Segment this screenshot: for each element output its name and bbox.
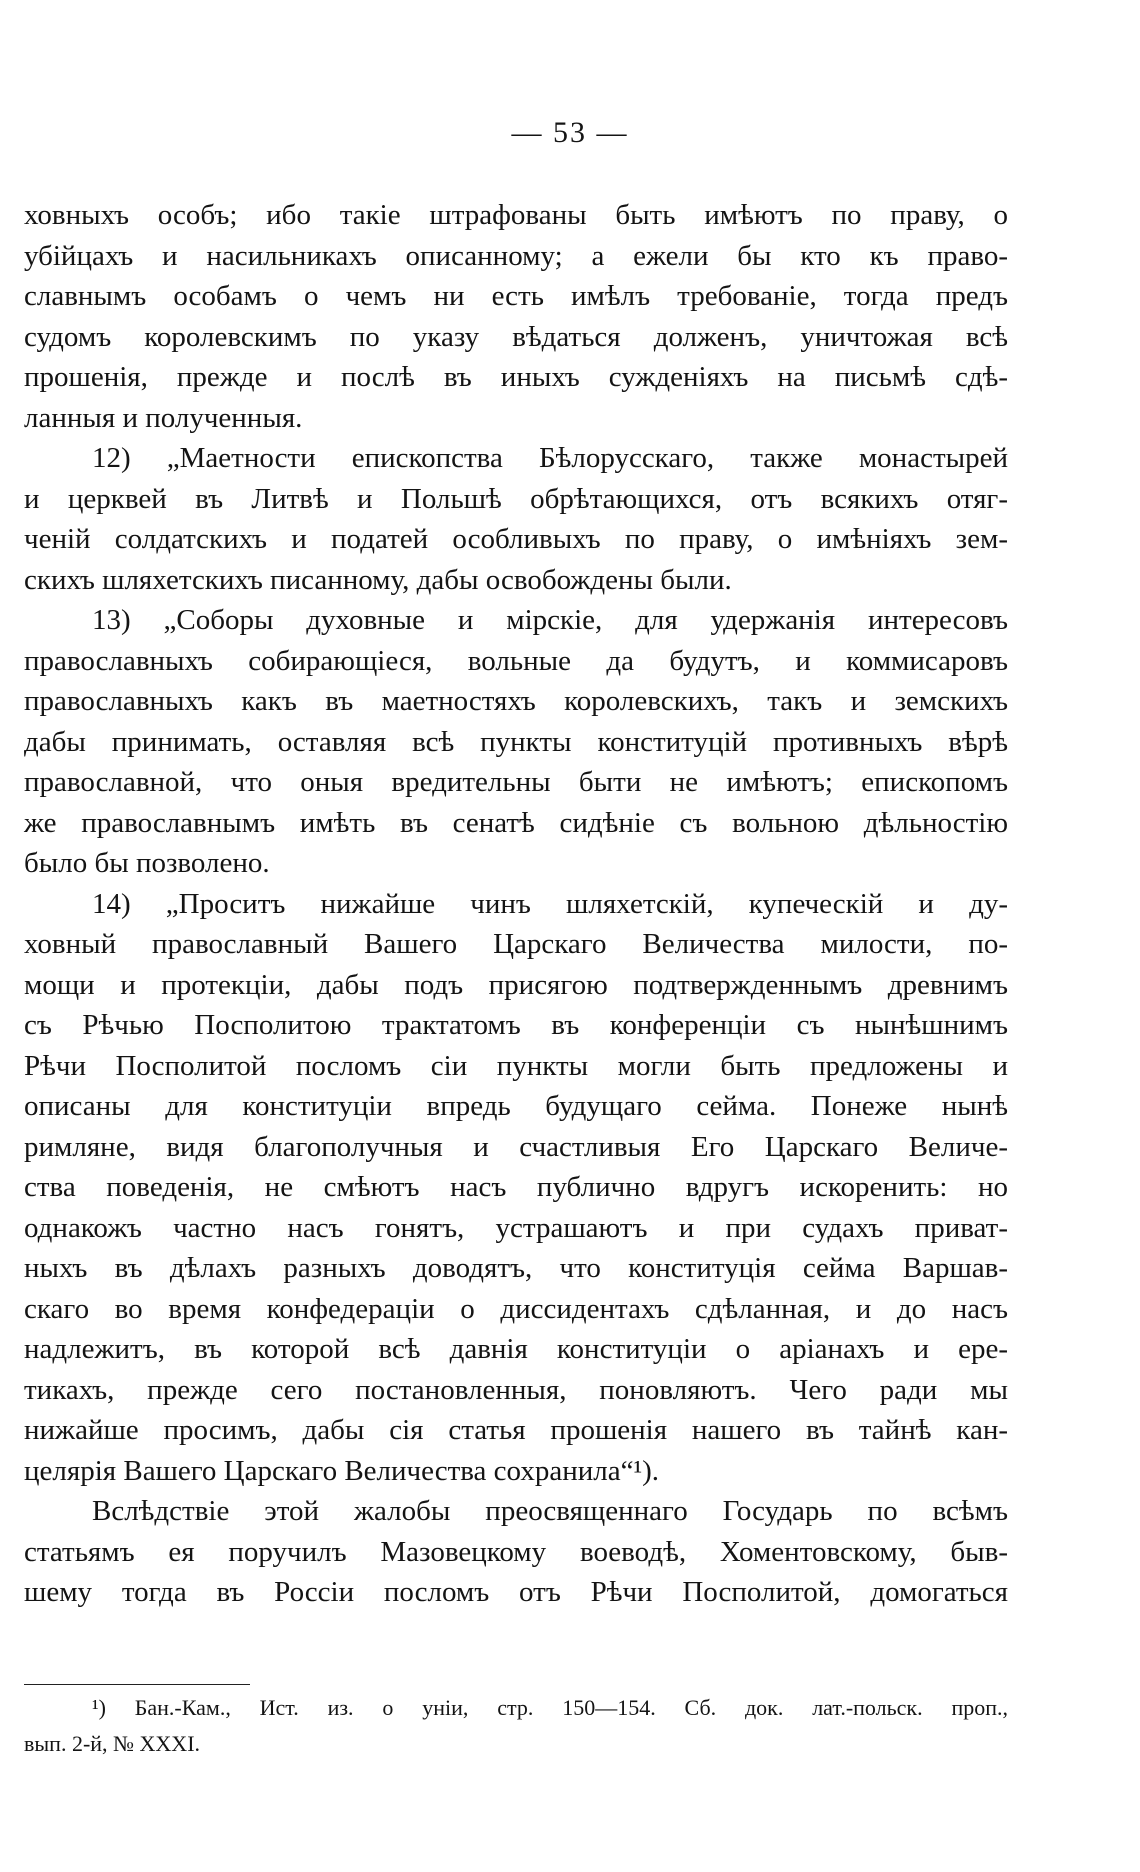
text-line: шему тогда въ Россіи посломъ отъ Рѣчи Посполитой, домогаться [24, 1576, 1008, 1608]
text-line: надлежитъ, въ которой всѣ давнія конституціи о аріанахъ и ере- [24, 1333, 1008, 1365]
paragraph-13-start: 13) „Соборы духовные и мірскіе, для удержанія интересовъ [92, 604, 1008, 636]
text-line: православной, что оныя вредительны быти не имѣютъ; епископомъ [24, 766, 1008, 798]
text-line: прошенія, прежде и послѣ въ иныхъ сужденіяхъ на письмѣ сдѣ- [24, 361, 1008, 393]
text-line: и церквей въ Литвѣ и Польшѣ обрѣтающихся, отъ всякихъ отяг- [24, 482, 1008, 515]
text-line: Рѣчи Посполитой посломъ сіи пункты могли быть предложены и [24, 1049, 1008, 1082]
text-line: ченій солдатскихъ и податей особливыхъ по праву, о имѣніяхъ зем- [24, 523, 1008, 555]
paragraph-14-start: 14) „Проситъ нижайше чинъ шляхетскій, купеческій и ду- [92, 887, 1008, 920]
text-line: ховныхъ особъ; ибо такіе штрафованы быть имѣютъ по праву, о [24, 199, 1008, 231]
text-line: было бы позволено. [24, 847, 270, 879]
text-line: скихъ шляхетскихъ писанному, дабы освобождены были. [24, 563, 732, 596]
text-line: римляне, видя благополучныя и счастливыя Его Царскаго Величе- [24, 1130, 1008, 1163]
text-line: ховный православный Вашего Царскаго Величества милости, по- [24, 928, 1008, 960]
text-line: съ Рѣчью Посполитою трактатомъ въ конференціи съ нынѣшнимъ [24, 1009, 1008, 1041]
footnote-line: ¹) Бан.-Кам., Ист. из. о уніи, стр. 150—154. Сб. док. лат.-польск. проп., [92, 1695, 1008, 1720]
text-line: описаны для конституціи впредь будущаго сейма. Понеже нынѣ [24, 1090, 1008, 1122]
footnote-divider [24, 1684, 250, 1685]
text-line: ныхъ въ дѣлахъ разныхъ доводятъ, что конституція сейма Варшав- [24, 1252, 1008, 1284]
text-line: нижайше просимъ, дабы сія статья прошенія нашего въ тайнѣ кан- [24, 1414, 1008, 1446]
text-line: мощи и протекціи, дабы подъ присягою подтвержденнымъ древнимъ [24, 968, 1008, 1001]
text-line: ства поведенія, не смѣютъ насъ публично вдругъ искоренить: но [24, 1171, 1008, 1203]
text-line: убійцахъ и насильникахъ описанному; а ежели бы кто къ право- [24, 239, 1008, 272]
text-line: православныхъ собирающіеся, вольные да будутъ, и коммисаровъ [24, 644, 1008, 677]
main-text [24, 195, 1008, 1613]
text-line: судомъ королевскимъ по указу вѣдаться долженъ, уничтожая всѣ [24, 320, 1008, 353]
text-line: ланныя и полученныя. [24, 401, 303, 434]
text-line: тикахъ, прежде сего постановленныя, поновляютъ. Чего ради мы [24, 1373, 1008, 1406]
page-number: — 53 — [511, 116, 629, 149]
text-line: однакожъ частно насъ гонятъ, устрашаютъ и при судахъ приват- [24, 1211, 1008, 1244]
text-line: православныхъ какъ въ маетностяхъ королевскихъ, такъ и земскихъ [24, 685, 1008, 717]
text-line: дабы принимать, оставляя всѣ пункты конституцій противныхъ вѣрѣ [24, 725, 1008, 758]
text-line: скаго во время конфедераціи о диссидентахъ сдѣланная, и до насъ [24, 1292, 1008, 1325]
footnote-line: вып. 2-й, № XXXI. [24, 1731, 201, 1756]
paragraph-followup-start: Вслѣдствіе этой жалобы преосвященнаго Государь по всѣмъ [92, 1495, 1008, 1527]
footnotes [24, 1690, 1008, 1762]
text-line: целярія Вашего Царскаго Величества сохранила“¹). [24, 1454, 660, 1487]
text-line: славнымъ особамъ о чемъ ни есть имѣлъ требованіе, тогда предъ [24, 280, 1008, 312]
paragraph-12-start: 12) „Маетности епископства Бѣлорусскаго, также монастырей [92, 442, 1008, 474]
text-line: статьямъ ея поручилъ Мазовецкому воеводѣ, Хоментовскому, быв- [24, 1535, 1008, 1568]
text-line: же православнымъ имѣть въ сенатѣ сидѣніе съ вольною дѣльностію [24, 806, 1008, 839]
